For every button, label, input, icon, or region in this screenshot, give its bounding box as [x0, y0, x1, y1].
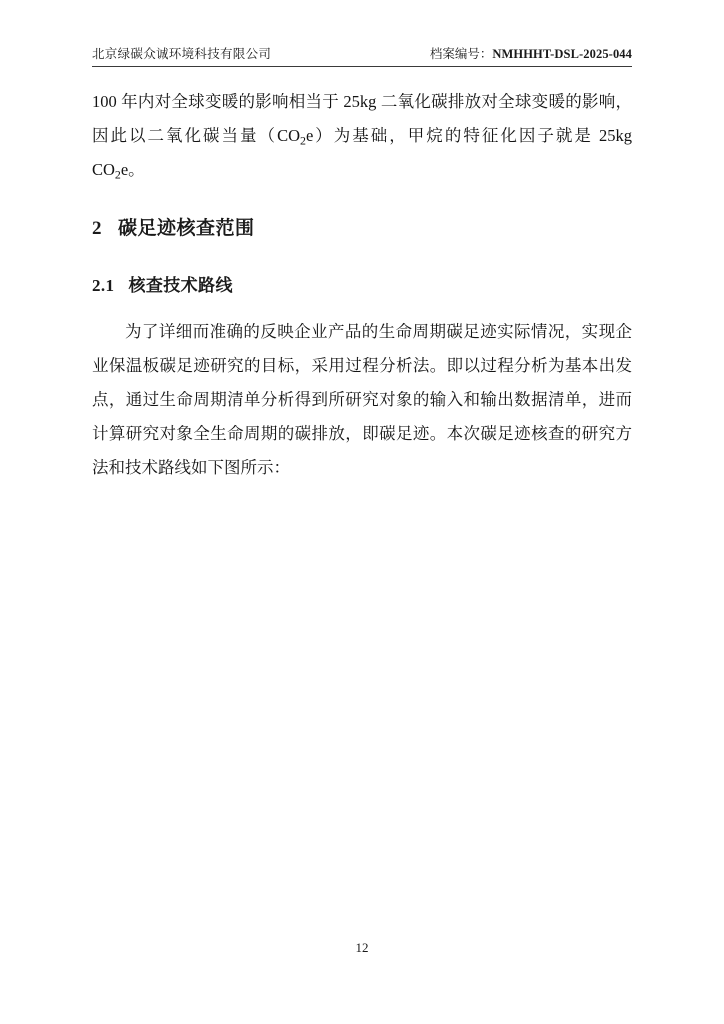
page-content [92, 44, 632, 485]
paragraph-gwp-text-1: 100 年内对全球变暖的影响相当于 25kg 二氧化碳排放对全球变暖的影响，因此以二氧化碳当量（CO [92, 92, 632, 145]
paragraph-technical-route: 为了详细而准确的反映企业产品的生命周期碳足迹实际情况，实现企业保温板碳足迹研究的目标，采用过程分析法。即以过程分析为基本出发点，通过生命周期清单分析得到所研究对象的输入和输出数据清单，进而计算研究对象全生命周期的碳排放，即碳足迹。本次碳足迹核查的研究方法和技术路线如下图所示： [92, 322, 632, 477]
header-company-name: 北京绿碳众诚环境科技有限公司 [92, 47, 272, 61]
section-heading-2-1-title: 核查技术路线 [128, 276, 233, 295]
section-heading-2-1-number: 2.1 [92, 276, 115, 295]
header-record-code: NMHHHT-DSL-2025-044 [492, 47, 632, 61]
co2e-subscript-2: 2 [114, 167, 121, 182]
section-heading-2-title: 碳足迹核查范围 [118, 218, 255, 239]
paragraph-gwp-text-2: e）为基础，甲烷的特征化因子就是 25kg CO [92, 126, 633, 179]
header-record-label: 档案编号： [429, 47, 493, 61]
header-record-number [430, 44, 632, 62]
page-footer [0, 940, 724, 956]
section-heading-2 [92, 213, 632, 245]
paragraph-gwp-continuation [92, 85, 632, 187]
section-heading-2-1 [92, 271, 632, 301]
section-body-2-1 [92, 315, 632, 485]
page-number: 12 [355, 940, 369, 955]
paragraph-gwp-text-3: e。 [120, 160, 145, 179]
co2e-subscript-1: 2 [300, 133, 306, 148]
section-heading-2-number: 2 [92, 218, 102, 239]
page-header [92, 44, 632, 67]
